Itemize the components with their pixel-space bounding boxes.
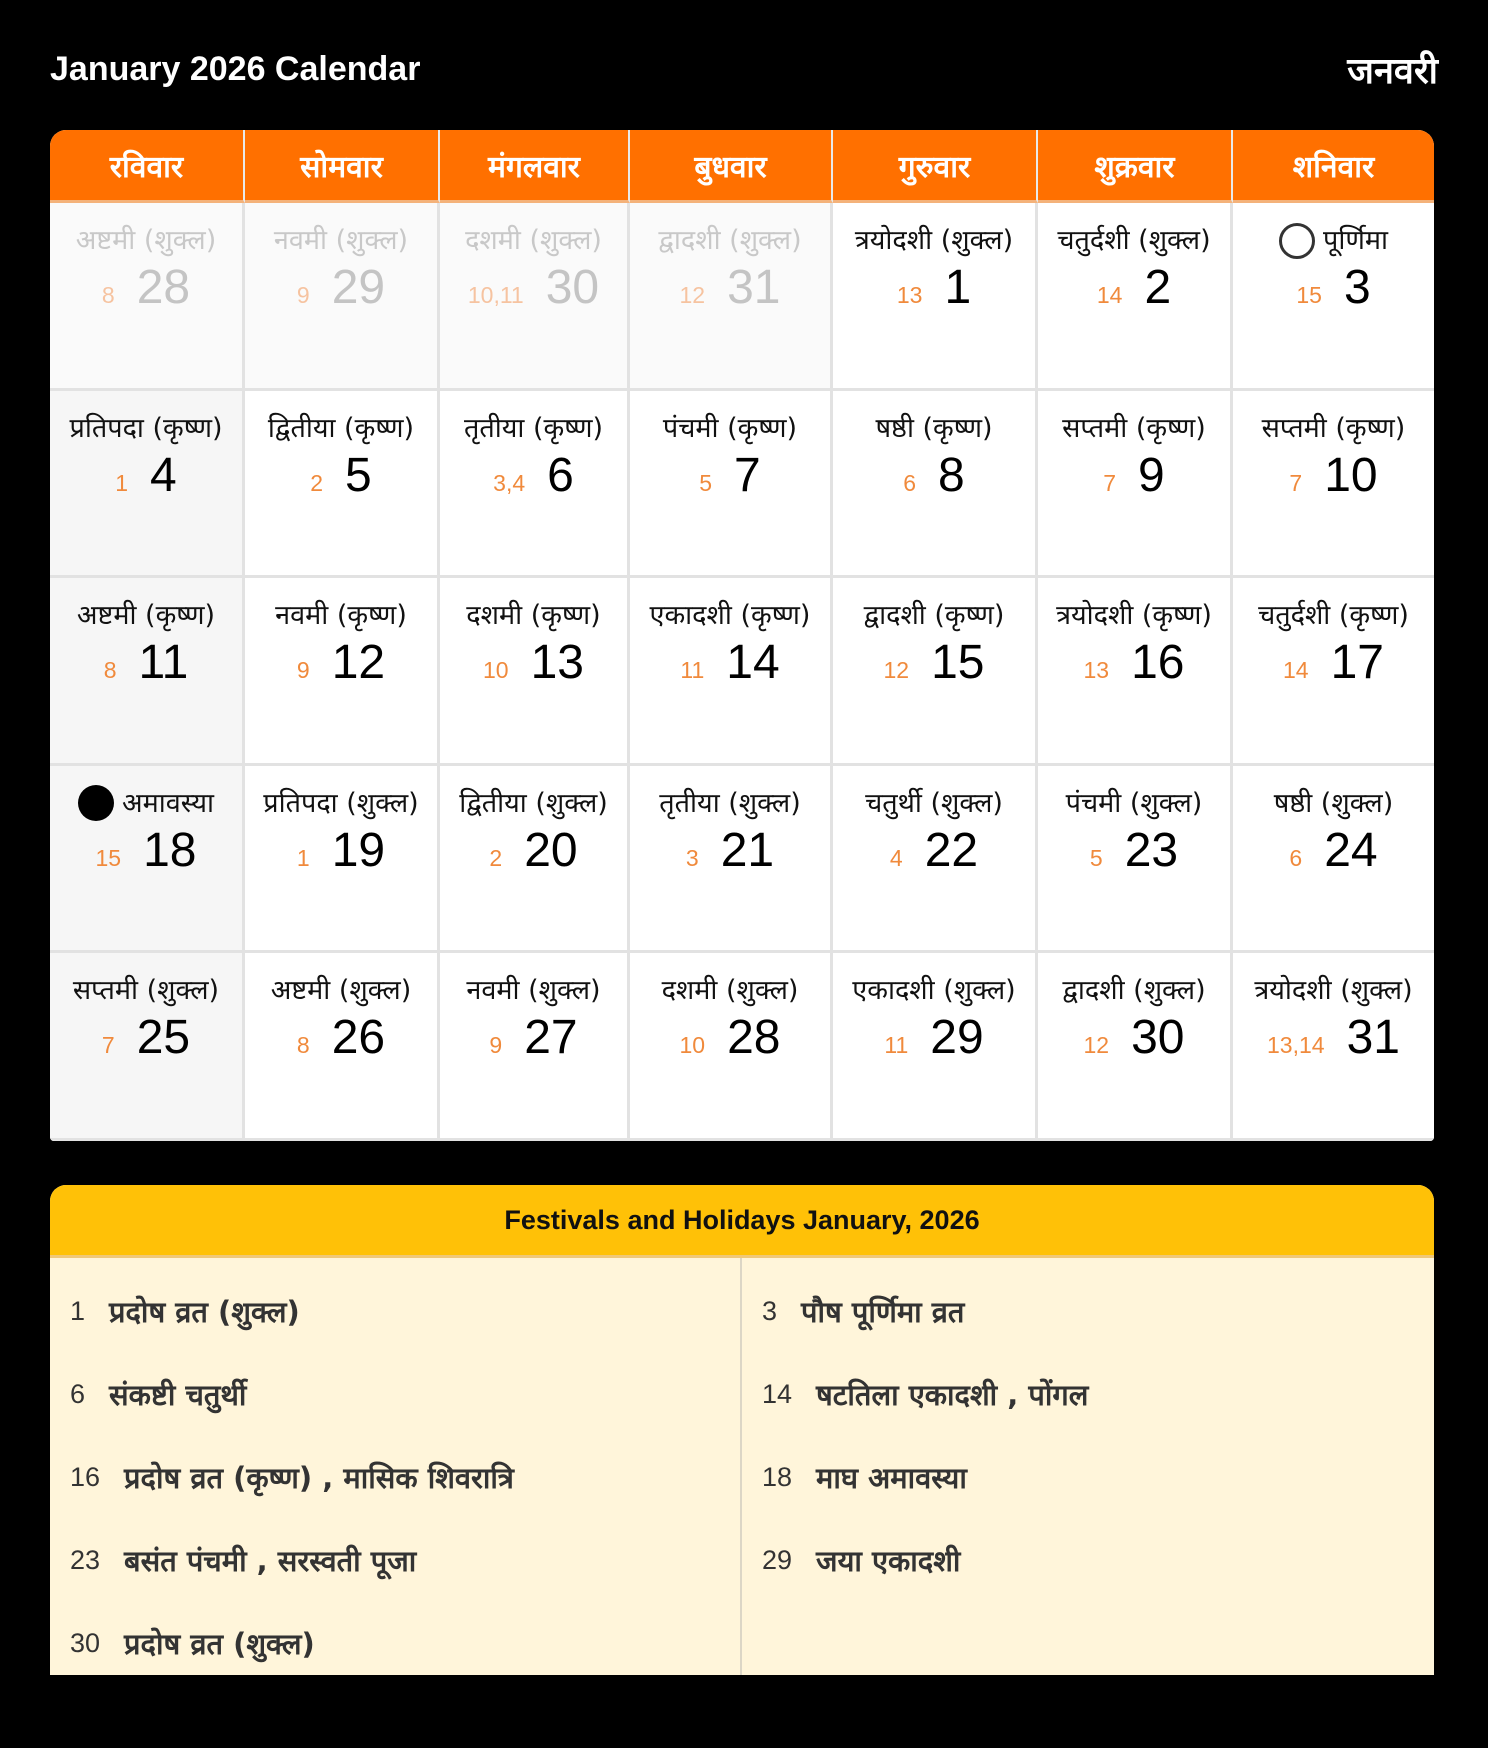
date-number: 1 — [944, 261, 972, 314]
tithi-label: सप्तमी (कृष्ण) — [1062, 412, 1206, 444]
festival-item[interactable] — [742, 1353, 1434, 1436]
weekday-sunday: रविवार — [50, 130, 245, 203]
festivals-list — [50, 1258, 1434, 1675]
calendar-day-cell[interactable] — [833, 578, 1038, 766]
date-number: 16 — [1131, 636, 1185, 689]
date-number: 30 — [1131, 1011, 1185, 1064]
tithi-label-wrap — [455, 782, 612, 825]
festivals-column-right — [742, 1258, 1434, 1675]
tithi-label: त्रयोदशी (कृष्ण) — [1056, 600, 1212, 631]
festival-item[interactable] — [50, 1436, 740, 1519]
festival-item[interactable] — [50, 1519, 740, 1602]
tithi-label-wrap — [1058, 969, 1209, 1012]
tithi-number: 8 — [103, 657, 117, 683]
tithi-label: द्वितीया (कृष्ण) — [267, 412, 415, 444]
day-numbers — [699, 448, 761, 502]
tithi-label: अष्टमी (शुक्ल) — [75, 225, 217, 256]
date-number: 6 — [547, 448, 574, 502]
festivals-panel — [50, 1185, 1434, 1675]
tithi-label-wrap — [462, 594, 604, 637]
festival-item[interactable] — [742, 1519, 1434, 1602]
calendar-day-cell[interactable] — [630, 391, 833, 579]
festival-date: 14 — [762, 1379, 793, 1409]
calendar-day-cell[interactable] — [50, 578, 245, 766]
day-numbers — [101, 261, 191, 314]
calendar-day-cell[interactable] — [833, 391, 1038, 579]
calendar-day-cell[interactable] — [440, 391, 630, 579]
day-numbers — [680, 636, 780, 689]
date-number: 12 — [331, 636, 386, 689]
tithi-number: 15 — [95, 844, 122, 871]
tithi-number: 6 — [903, 469, 917, 496]
weekday-saturday: शनिवार — [1233, 130, 1434, 203]
tithi-label-wrap — [74, 782, 218, 825]
day-numbers — [1089, 823, 1179, 877]
weekday-wednesday: बुधवार — [630, 130, 833, 203]
calendar-body — [50, 203, 1434, 1141]
page-header — [50, 44, 1438, 94]
festival-item[interactable] — [742, 1436, 1434, 1519]
tithi-label-wrap — [659, 407, 801, 450]
tithi-number: 4 — [889, 844, 903, 871]
calendar-grid — [50, 130, 1434, 1141]
calendar-day-cell[interactable] — [1038, 766, 1233, 954]
tithi-number: 13,14 — [1267, 1032, 1325, 1058]
calendar-day-cell[interactable] — [1038, 578, 1233, 766]
calendar-day-cell[interactable] — [630, 766, 833, 954]
tithi-number: 12 — [883, 657, 910, 683]
tithi-label: नवमी (कृष्ण) — [275, 600, 407, 631]
tithi-label-wrap — [871, 407, 996, 450]
calendar-day-cell[interactable] — [245, 953, 440, 1141]
calendar-day-cell[interactable] — [1233, 578, 1434, 766]
tithi-label-wrap — [1053, 219, 1214, 262]
tithi-number: 7 — [1103, 469, 1117, 496]
day-numbers — [1289, 448, 1378, 502]
tithi-label-wrap — [1052, 594, 1216, 637]
day-numbers — [296, 823, 386, 877]
tithi-label: पूर्णिमा — [1323, 225, 1388, 256]
day-numbers — [467, 261, 600, 314]
tithi-label: द्वादशी (शुक्ल) — [658, 225, 802, 256]
festival-name: षटतिला एकादशी , पोंगल — [816, 1378, 1089, 1412]
calendar-day-cell[interactable] — [1038, 391, 1233, 579]
tithi-label-wrap — [270, 219, 412, 262]
new-moon-icon — [78, 785, 114, 821]
date-number: 25 — [136, 1011, 191, 1064]
calendar-day-cell[interactable] — [1038, 203, 1233, 391]
tithi-label: द्वितीया (शुक्ल) — [459, 787, 608, 819]
calendar-day-cell[interactable] — [50, 391, 245, 579]
tithi-label-wrap — [860, 594, 1009, 637]
tithi-number: 10,11 — [467, 282, 524, 308]
tithi-label-wrap — [851, 219, 1017, 262]
day-numbers — [489, 823, 578, 877]
festival-date: 1 — [70, 1296, 86, 1326]
tithi-number: 13 — [1083, 657, 1110, 683]
date-number: 23 — [1124, 823, 1179, 877]
day-numbers — [103, 636, 189, 689]
calendar-day-cell[interactable] — [245, 391, 440, 579]
tithi-label: त्रयोदशी (शुक्ल) — [1254, 975, 1413, 1006]
tithi-label: दशमी (कृष्ण) — [466, 600, 601, 631]
tithi-label: एकादशी (कृष्ण) — [649, 600, 811, 631]
festival-item[interactable] — [50, 1602, 740, 1675]
day-numbers — [493, 448, 574, 502]
day-numbers — [679, 261, 781, 314]
day-numbers — [1289, 823, 1378, 877]
tithi-label: चतुर्दशी (कृष्ण) — [1258, 600, 1409, 631]
tithi-label-wrap — [1058, 407, 1210, 450]
day-numbers — [1296, 261, 1371, 314]
date-number: 3 — [1343, 261, 1371, 314]
page-title: January 2026 Calendar — [50, 49, 421, 88]
calendar-day-cell[interactable] — [245, 203, 440, 391]
tithi-label-wrap — [69, 969, 223, 1012]
tithi-number: 12 — [679, 282, 706, 308]
tithi-label: पंचमी (कृष्ण) — [662, 412, 798, 444]
tithi-label-wrap — [1062, 782, 1207, 825]
tithi-label: नवमी (शुक्ल) — [466, 975, 601, 1006]
calendar-day-cell[interactable] — [1233, 203, 1434, 391]
date-number: 28 — [136, 261, 191, 314]
festival-name: प्रदोष व्रत (शुक्ल) — [124, 1627, 315, 1661]
day-numbers — [296, 636, 386, 689]
date-number: 18 — [143, 823, 197, 877]
calendar-day-cell[interactable] — [440, 766, 630, 954]
festival-date: 16 — [70, 1462, 101, 1492]
calendar-day-cell[interactable] — [1233, 391, 1434, 579]
festival-item[interactable] — [50, 1353, 740, 1436]
tithi-label-wrap — [646, 594, 815, 637]
date-number: 30 — [545, 261, 600, 314]
tithi-number: 9 — [489, 1032, 503, 1058]
tithi-number: 2 — [310, 469, 324, 496]
weekday-header-row — [50, 130, 1434, 203]
tithi-label-wrap — [462, 969, 604, 1012]
day-numbers — [1267, 1011, 1400, 1064]
tithi-label: त्रयोदशी (शुक्ल) — [854, 225, 1014, 256]
festival-name: बसंत पंचमी , सरस्वती पूजा — [124, 1544, 417, 1578]
calendar-day-cell[interactable] — [833, 766, 1038, 954]
calendar-day-cell[interactable] — [50, 953, 245, 1141]
festival-name: संकष्टी चतुर्थी — [109, 1378, 247, 1412]
day-numbers — [95, 823, 197, 877]
day-numbers — [483, 636, 584, 689]
day-numbers — [903, 448, 965, 502]
weekday-friday: शुक्रवार — [1038, 130, 1233, 203]
tithi-label-wrap — [264, 407, 418, 450]
tithi-label: एकादशी (शुक्ल) — [852, 975, 1016, 1006]
date-number: 17 — [1330, 636, 1384, 689]
tithi-number: 7 — [1289, 469, 1303, 496]
tithi-label-wrap — [271, 594, 411, 637]
date-number: 19 — [331, 823, 386, 877]
tithi-label: दशमी (शुक्ल) — [661, 975, 799, 1006]
tithi-label: षष्ठी (शुक्ल) — [1273, 787, 1394, 819]
festival-item[interactable] — [742, 1270, 1434, 1353]
tithi-label-wrap — [654, 219, 805, 262]
date-number: 20 — [524, 823, 578, 877]
festival-name: माघ अमावस्या — [816, 1461, 967, 1495]
date-number: 21 — [720, 823, 775, 877]
tithi-label: सप्तमी (शुक्ल) — [72, 975, 220, 1006]
date-number: 9 — [1138, 448, 1165, 502]
festival-name: प्रदोष व्रत (शुक्ल) — [109, 1295, 300, 1329]
tithi-number: 3,4 — [493, 469, 526, 496]
festival-date: 18 — [762, 1462, 793, 1492]
calendar-day-cell[interactable] — [630, 578, 833, 766]
tithi-label-wrap — [65, 407, 226, 450]
weekday-monday: सोमवार — [245, 130, 440, 203]
tithi-number: 13 — [896, 282, 923, 308]
date-number: 31 — [1346, 1011, 1400, 1064]
tithi-label-wrap — [1254, 594, 1413, 637]
tithi-label-wrap — [655, 782, 804, 825]
tithi-number: 14 — [1096, 282, 1123, 308]
day-numbers — [896, 261, 972, 314]
tithi-label-wrap — [1258, 407, 1410, 450]
tithi-number: 11 — [884, 1032, 909, 1058]
day-numbers — [679, 1011, 781, 1064]
tithi-label: षष्ठी (कृष्ण) — [875, 412, 993, 444]
calendar-day-cell[interactable] — [245, 578, 440, 766]
date-number: 2 — [1144, 261, 1172, 314]
day-numbers — [1103, 448, 1165, 502]
tithi-number: 10 — [679, 1032, 706, 1058]
tithi-label-wrap — [848, 969, 1019, 1012]
tithi-number: 2 — [489, 844, 503, 871]
date-number: 28 — [727, 1011, 781, 1064]
day-numbers — [296, 1011, 386, 1064]
tithi-label-wrap — [267, 969, 416, 1012]
festival-date: 3 — [762, 1296, 778, 1326]
calendar-day-cell[interactable] — [245, 766, 440, 954]
date-number: 13 — [530, 636, 584, 689]
festival-name: पौष पूर्णिमा व्रत — [801, 1295, 965, 1329]
calendar-day-cell[interactable] — [1038, 953, 1233, 1141]
date-number: 14 — [726, 636, 780, 689]
tithi-number: 11 — [680, 657, 705, 683]
tithi-number: 15 — [1296, 282, 1322, 308]
day-numbers — [296, 261, 386, 314]
tithi-label: नवमी (शुक्ल) — [273, 225, 409, 256]
tithi-number: 3 — [685, 844, 699, 871]
tithi-label-wrap — [861, 782, 1007, 825]
tithi-label: चतुर्दशी (शुक्ल) — [1057, 225, 1211, 256]
day-numbers — [1083, 1011, 1185, 1064]
festival-date: 6 — [70, 1379, 86, 1409]
day-numbers — [115, 448, 177, 502]
tithi-label-wrap — [1270, 782, 1398, 825]
date-number: 26 — [331, 1011, 386, 1064]
month-name-hindi: जनवरी — [1347, 50, 1438, 92]
tithi-number: 5 — [699, 469, 713, 496]
day-numbers — [101, 1011, 191, 1064]
tithi-label-wrap — [1275, 219, 1392, 262]
weekday-tuesday: मंगलवार — [440, 130, 630, 203]
day-numbers — [1083, 636, 1185, 689]
calendar-day-cell[interactable] — [833, 203, 1038, 391]
tithi-number: 12 — [1083, 1032, 1110, 1058]
tithi-label: द्वादशी (शुक्ल) — [1062, 975, 1206, 1006]
festival-date: 29 — [762, 1545, 793, 1575]
tithi-label: दशमी (शुक्ल) — [465, 225, 602, 256]
tithi-label: प्रतिपदा (कृष्ण) — [69, 412, 223, 444]
date-number: 8 — [938, 448, 965, 502]
calendar-day-cell[interactable] — [440, 953, 630, 1141]
tithi-label-wrap — [460, 407, 607, 450]
date-number: 29 — [930, 1011, 984, 1064]
tithi-number: 1 — [296, 844, 310, 871]
festivals-column-left — [50, 1258, 742, 1675]
festivals-title: Festivals and Holidays January, 2026 — [50, 1185, 1434, 1258]
date-number: 29 — [331, 261, 386, 314]
festival-date: 30 — [70, 1628, 101, 1658]
tithi-label: तृतीया (शुक्ल) — [659, 787, 801, 819]
tithi-number: 1 — [115, 469, 129, 496]
tithi-number: 10 — [483, 657, 509, 683]
tithi-number: 9 — [296, 657, 310, 683]
tithi-label-wrap — [73, 594, 219, 637]
date-number: 5 — [345, 448, 372, 502]
tithi-number: 8 — [101, 282, 115, 308]
tithi-label: अष्टमी (शुक्ल) — [270, 975, 412, 1006]
festival-date: 23 — [70, 1545, 101, 1575]
tithi-number: 14 — [1283, 657, 1309, 683]
calendar-day-cell[interactable] — [50, 766, 245, 954]
festival-item[interactable] — [50, 1270, 740, 1353]
festival-name: प्रदोष व्रत (कृष्ण) , मासिक शिवरात्रि — [124, 1461, 514, 1495]
festival-name: जया एकादशी — [816, 1544, 961, 1578]
calendar-day-cell[interactable] — [440, 578, 630, 766]
calendar-day-cell[interactable] — [833, 953, 1038, 1141]
tithi-label: अमावस्या — [122, 787, 214, 819]
calendar-day-cell[interactable] — [630, 953, 833, 1141]
full-moon-icon — [1279, 223, 1315, 259]
calendar-day-cell[interactable] — [440, 203, 630, 391]
date-number: 27 — [524, 1011, 578, 1064]
tithi-label-wrap — [72, 219, 221, 262]
tithi-number: 6 — [1289, 844, 1303, 871]
tithi-number: 9 — [296, 282, 310, 308]
calendar-day-cell[interactable] — [1233, 766, 1434, 954]
tithi-label: प्रतिपदा (शुक्ल) — [263, 787, 419, 819]
calendar-day-cell[interactable] — [1233, 953, 1434, 1141]
tithi-label: द्वादशी (कृष्ण) — [863, 600, 1005, 631]
day-numbers — [310, 448, 372, 502]
date-number: 22 — [924, 823, 979, 877]
tithi-number: 5 — [1089, 844, 1103, 871]
date-number: 7 — [734, 448, 761, 502]
tithi-number: 8 — [296, 1032, 310, 1058]
tithi-number: 7 — [101, 1032, 115, 1058]
calendar-day-cell[interactable] — [50, 203, 245, 391]
day-numbers — [889, 823, 979, 877]
date-number: 4 — [150, 448, 177, 502]
day-numbers — [685, 823, 775, 877]
date-number: 24 — [1324, 823, 1378, 877]
tithi-label-wrap — [259, 782, 422, 825]
tithi-label: अष्टमी (कृष्ण) — [76, 600, 216, 631]
tithi-label-wrap — [1250, 969, 1416, 1012]
date-number: 10 — [1324, 448, 1378, 502]
day-numbers — [489, 1011, 578, 1064]
day-numbers — [1096, 261, 1172, 314]
tithi-label: सप्तमी (कृष्ण) — [1261, 412, 1406, 444]
weekday-thursday: गुरुवार — [833, 130, 1038, 203]
tithi-label-wrap — [658, 969, 803, 1012]
tithi-label: पंचमी (शुक्ल) — [1065, 787, 1203, 819]
tithi-label: तृतीया (कृष्ण) — [463, 412, 604, 444]
tithi-label-wrap — [461, 219, 606, 262]
day-numbers — [884, 1011, 984, 1064]
date-number: 11 — [138, 636, 189, 689]
calendar-day-cell[interactable] — [630, 203, 833, 391]
day-numbers — [1283, 636, 1384, 689]
date-number: 31 — [727, 261, 781, 314]
date-number: 15 — [931, 636, 985, 689]
tithi-label: चतुर्थी (शुक्ल) — [865, 787, 1003, 819]
day-numbers — [883, 636, 985, 689]
